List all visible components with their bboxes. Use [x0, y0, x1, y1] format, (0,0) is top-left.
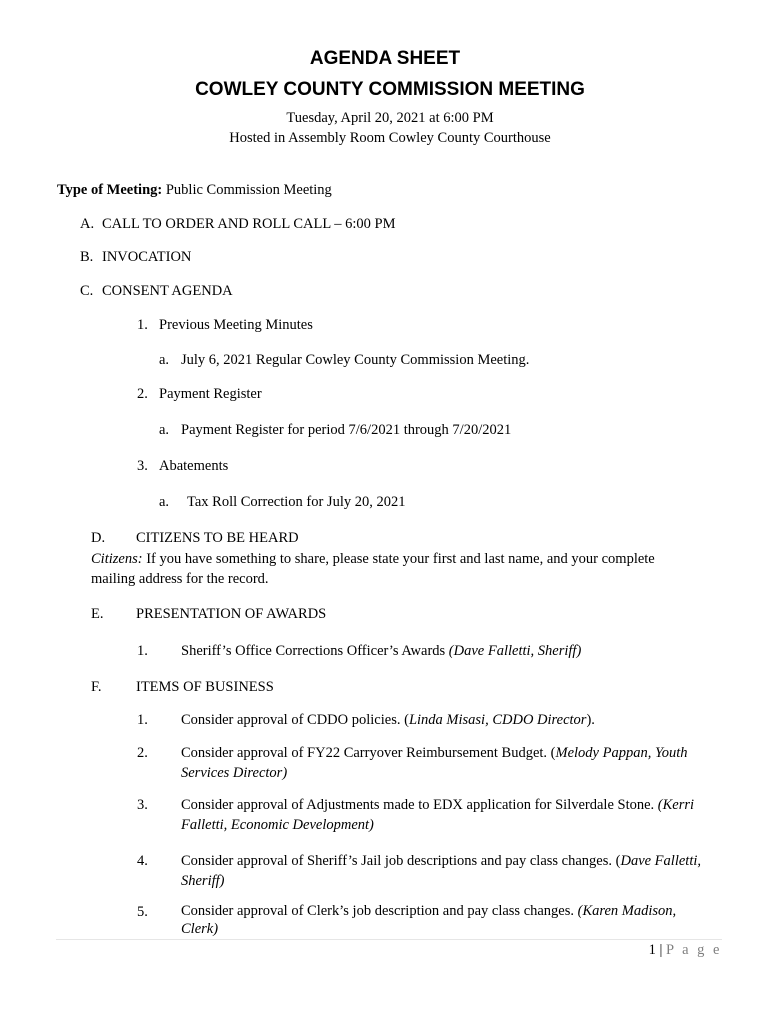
consent-item-3-sub-text: Tax Roll Correction for July 20, 2021	[187, 494, 406, 510]
section-f-letter: F.	[91, 679, 102, 695]
meeting-type	[57, 182, 332, 199]
section-e-letter: E.	[91, 606, 104, 622]
business-item-5-text: Consider approval of Clerk’s job description and pay class changes. (Karen Madison, Clerk)	[181, 903, 677, 937]
consent-item-3-sub-letter: a.	[159, 494, 170, 510]
meeting-type-value: Public Commission Meeting	[165, 182, 332, 198]
consent-item-1-sub-letter: a.	[159, 352, 170, 368]
page-footer	[649, 942, 722, 959]
business-item-1-presenter: Linda Misasi, CDDO Director	[408, 712, 587, 728]
consent-item-1-num: 1.	[137, 317, 148, 333]
business-item-4-presenter: Dave Falletti, Sheriff)	[181, 853, 701, 889]
page-word: P a g e	[665, 942, 722, 958]
business-item-1-num: 1.	[137, 712, 148, 728]
section-e-title: PRESENTATION OF AWARDS	[136, 606, 327, 622]
footer-separator: |	[655, 942, 666, 958]
consent-item-1-sub-text: July 6, 2021 Regular Cowley County Commission Meeting.	[181, 352, 530, 368]
footer-divider	[56, 939, 722, 940]
section-d-letter: D.	[91, 530, 106, 546]
section-b-title: INVOCATION	[102, 249, 192, 265]
consent-item-3-num: 3.	[137, 458, 148, 474]
meeting-date: Tuesday, April 20, 2021 at 6:00 PM	[286, 110, 494, 126]
business-item-4-num: 4.	[137, 853, 148, 869]
award-item-1-num: 1.	[137, 643, 148, 659]
section-a-letter: A.	[80, 216, 95, 232]
business-item-5-num: 5.	[137, 904, 148, 920]
consent-item-2-sub-letter: a.	[159, 422, 170, 438]
business-item-5-presenter: (Karen Madison, Clerk)	[181, 903, 677, 937]
meeting-type-label: Type of Meeting:	[57, 182, 163, 198]
citizens-note	[91, 549, 701, 589]
business-item-2-num: 2.	[137, 745, 148, 761]
citizens-note-label: Citizens:	[91, 551, 143, 567]
meeting-location: Hosted in Assembly Room Cowley County Courthouse	[229, 130, 551, 146]
consent-item-3-title: Abatements	[159, 458, 229, 474]
consent-item-1-title: Previous Meeting Minutes	[159, 317, 313, 333]
business-item-2-presenter: Melody Pappan, Youth Services Director)	[181, 745, 688, 781]
business-item-1-text: Consider approval of CDDO policies. (Linda Misasi, CDDO Director).	[181, 712, 595, 728]
award-item-1-presenter: (Dave Falletti, Sheriff)	[448, 643, 582, 659]
consent-item-2-title: Payment Register	[159, 386, 262, 402]
business-item-3-text: Consider approval of Adjustments made to EDX application for Silverdale Stone. (Kerri Falletti, Economic Development)	[181, 797, 695, 833]
business-item-2-text: Consider approval of FY22 Carryover Reimbursement Budget. (Melody Pappan, Youth Services Director)	[181, 745, 688, 781]
page-number: 1	[648, 942, 656, 958]
page-subtitle: COWLEY COUNTY COMMISSION MEETING	[195, 79, 585, 100]
section-c-letter: C.	[80, 283, 94, 299]
section-a-title: CALL TO ORDER AND ROLL CALL – 6:00 PM	[102, 216, 396, 232]
business-item-3-num: 3.	[137, 797, 148, 813]
section-d-title: CITIZENS TO BE HEARD	[136, 530, 299, 546]
section-b-letter: B.	[80, 249, 94, 265]
business-item-3-presenter: (Kerri Falletti, Economic Development)	[181, 797, 695, 833]
consent-item-2-num: 2.	[137, 386, 148, 402]
award-item-1-text: Sheriff’s Office Corrections Officer’s Awards (Dave Falletti, Sheriff)	[181, 643, 582, 659]
citizens-note-text: If you have something to share, please state your first and last name, and your complete mailing address for the record.	[91, 551, 655, 587]
business-item-4-text: Consider approval of Sheriff’s Jail job descriptions and pay class changes. (Dave Falletti, Sheriff)	[181, 853, 701, 889]
section-f-title: ITEMS OF BUSINESS	[136, 679, 274, 695]
consent-item-2-sub-text: Payment Register for period 7/6/2021 through 7/20/2021	[181, 422, 512, 438]
section-c-title: CONSENT AGENDA	[102, 283, 233, 299]
page-title: AGENDA SHEET	[309, 48, 461, 69]
